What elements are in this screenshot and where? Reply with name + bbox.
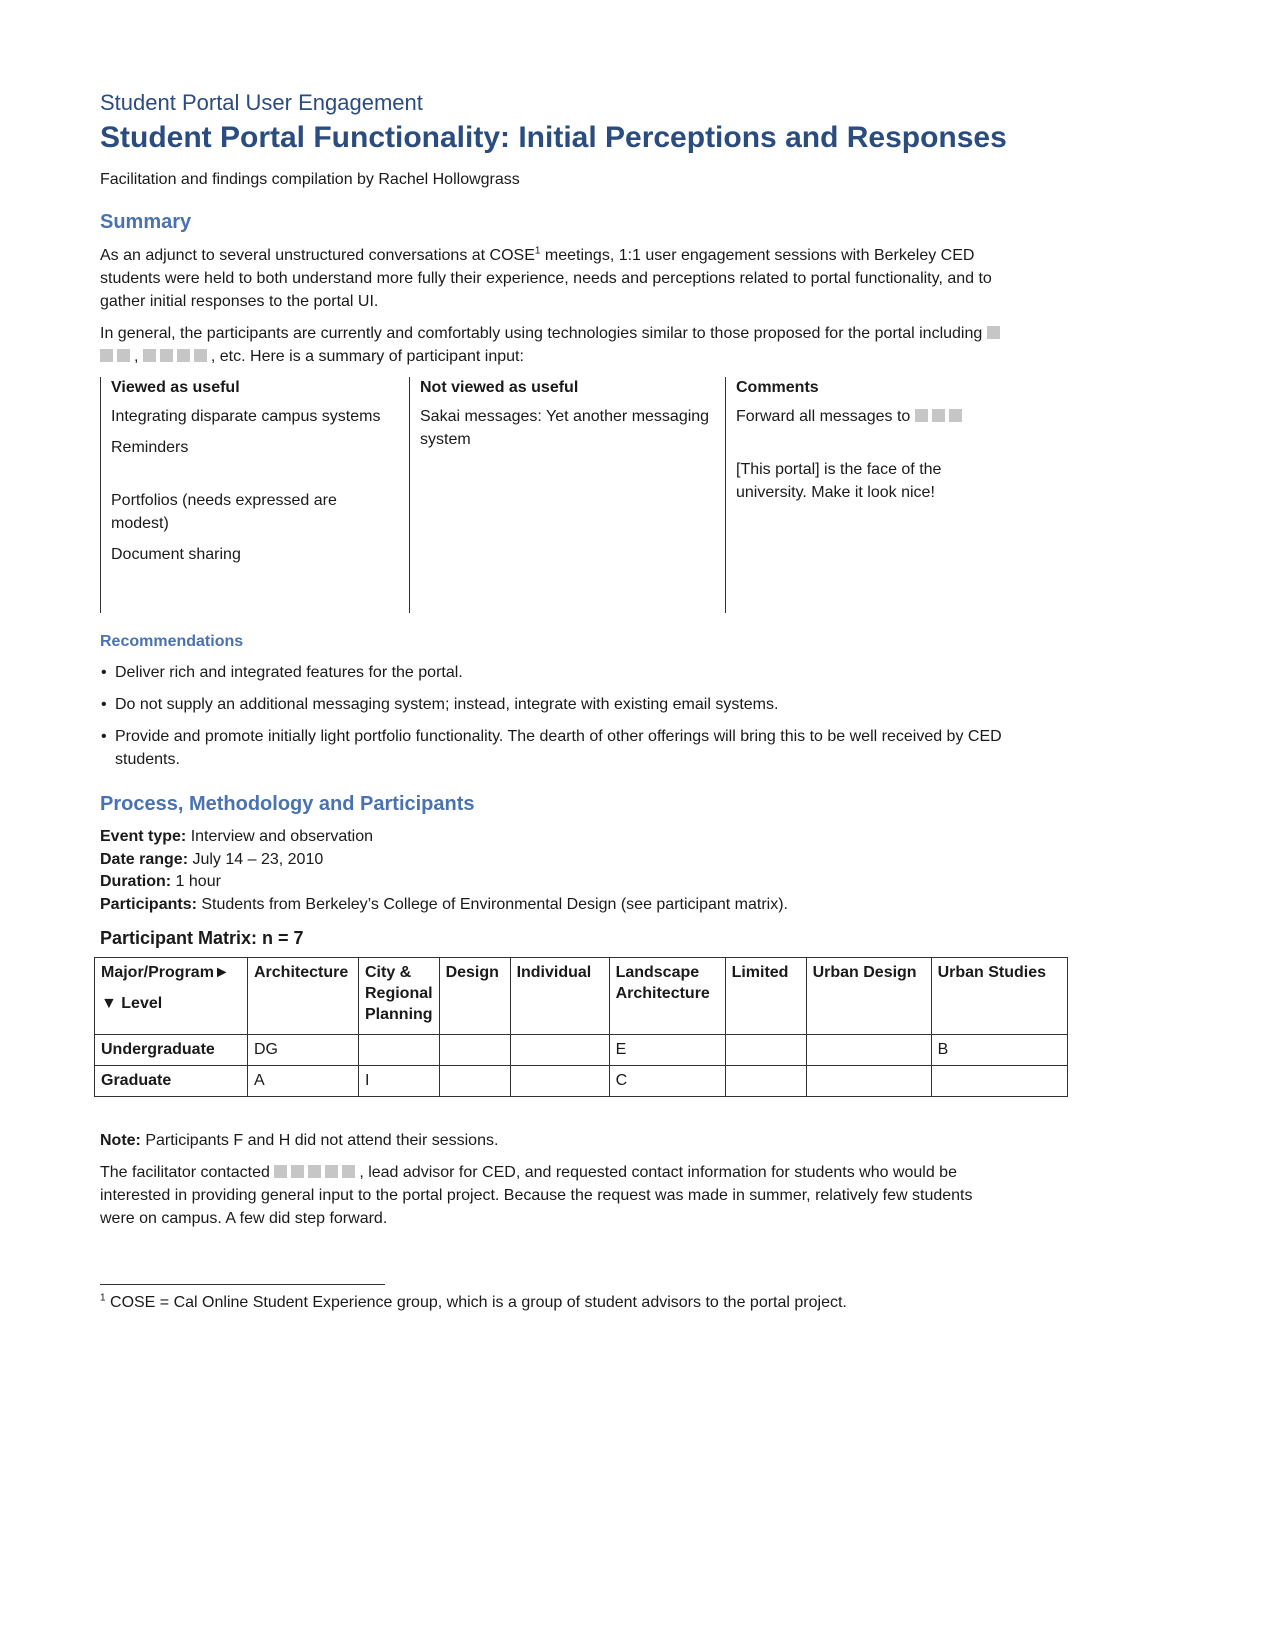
document-title: Student Portal Functionality: Initial Perceptions and Responses — [100, 121, 1007, 155]
recommendations-list — [100, 661, 1005, 771]
not-useful-item: Sakai messages: Yet another messaging system — [420, 408, 710, 449]
matrix-cell: B — [931, 1035, 1067, 1066]
participants-line — [100, 894, 1100, 917]
not-useful-column-header: Not viewed as useful — [420, 379, 579, 397]
matrix-cell: I — [359, 1066, 440, 1097]
recommendation-item: • Do not supply an additional messaging system; instead, integrate with existing email systems. — [100, 693, 1005, 716]
matrix-row-header: Graduate — [95, 1066, 248, 1097]
matrix-title: Participant Matrix: n = 7 — [100, 928, 304, 949]
useful-column — [100, 377, 409, 613]
matrix-cell: E — [609, 1035, 725, 1066]
comments-column — [725, 377, 980, 613]
matrix-row-undergraduate — [95, 1035, 1068, 1066]
contact-paragraph — [100, 1161, 1005, 1230]
matrix-column-header: Individual — [510, 958, 609, 1035]
level-label: ▼ Level — [101, 995, 163, 1013]
summary-p2-text-cont: , etc. Here is a summary of participant input: — [210, 348, 524, 366]
document-subtitle: Student Portal User Engagement — [100, 90, 423, 115]
redacted-block — [274, 1164, 359, 1181]
comment-text: Forward all messages to — [736, 408, 915, 426]
event-details — [100, 826, 1100, 916]
matrix-column-header: Urban Studies — [931, 958, 1067, 1035]
matrix-column-header: Urban Design — [806, 958, 931, 1035]
document-page — [100, 90, 1100, 1239]
matrix-cell — [806, 1066, 931, 1097]
useful-item: Document sharing — [111, 546, 241, 564]
duration-value: 1 hour — [171, 873, 221, 891]
recommendation-item: • Deliver rich and integrated features for the portal. — [100, 661, 1005, 684]
recommendations-heading: Recommendations — [100, 633, 244, 651]
comment-item — [736, 405, 970, 428]
matrix-row-graduate — [95, 1066, 1068, 1097]
matrix-corner-cell — [95, 958, 248, 1035]
matrix-cell: C — [609, 1066, 725, 1097]
byline: Facilitation and findings compilation by Rachel Hollowgrass — [100, 171, 520, 189]
note-label: Note: — [100, 1132, 141, 1150]
participant-matrix — [94, 957, 1068, 1097]
separator: , — [134, 348, 143, 366]
footnote — [100, 1294, 847, 1312]
event-type-label: Event type: — [100, 828, 187, 846]
event-type-line — [100, 826, 1100, 849]
useful-item: Reminders — [111, 439, 189, 457]
matrix-cell — [510, 1066, 609, 1097]
footnote-divider — [100, 1284, 385, 1285]
useful-item: Integrating disparate campus systems — [111, 408, 381, 426]
duration-label: Duration: — [100, 873, 172, 891]
redacted-block — [143, 348, 211, 365]
participants-value: Students from Berkeley’s College of Environmental Design (see participant matrix). — [196, 895, 788, 913]
footnote-marker: 1 — [100, 1292, 106, 1304]
comments-column-header: Comments — [736, 379, 819, 397]
matrix-cell — [806, 1035, 931, 1066]
matrix-column-header: Limited — [725, 958, 806, 1035]
recommendation-item: • Provide and promote initially light portfolio functionality. The dearth of other offerings will bring this to be well received by CED students. — [100, 725, 1005, 771]
matrix-row-header: Undergraduate — [95, 1035, 248, 1066]
useful-item: Portfolios (needs expressed are modest) — [111, 492, 337, 533]
comment-item: [This portal] is the face of the university. Make it look nice! — [736, 461, 942, 502]
summary-p2-text: In general, the participants are currently and comfortably using technologies similar to those proposed for the portal including — [100, 325, 987, 343]
note-text: Participants F and H did not attend their sessions. — [140, 1132, 499, 1150]
matrix-column-header: City & Regional Planning — [359, 958, 440, 1035]
major-program-label: Major/Program► — [101, 964, 230, 982]
matrix-cell — [725, 1035, 806, 1066]
date-range-value: July 14 – 23, 2010 — [188, 850, 324, 868]
duration-line — [100, 871, 1100, 894]
summary-p1-text: As an adjunct to several unstructured conversations at COSE — [100, 247, 535, 265]
matrix-cell — [931, 1066, 1067, 1097]
matrix-cell: A — [248, 1066, 359, 1097]
redacted-block — [915, 408, 966, 425]
summary-paragraph-2 — [100, 322, 1005, 368]
matrix-column-header: Architecture — [248, 958, 359, 1035]
footnote-text: COSE = Cal Online Student Experience group, which is a group of student advisors to the portal project. — [105, 1294, 847, 1311]
not-useful-column — [409, 377, 725, 613]
process-heading: Process, Methodology and Participants — [100, 793, 475, 816]
matrix-cell — [359, 1035, 440, 1066]
matrix-column-header: Landscape Architecture — [609, 958, 725, 1035]
matrix-cell — [439, 1066, 510, 1097]
summary-heading: Summary — [100, 211, 192, 234]
participants-label: Participants: — [100, 895, 197, 913]
date-range-line — [100, 849, 1100, 872]
attendance-note — [100, 1129, 1005, 1152]
matrix-header-row — [95, 958, 1068, 1035]
summary-p1-text-cont: meetings, 1:1 user engagement sessions with Berkeley CED students were held to both understand more fully their experience, needs and perceptions related to portal functionality, and to gather initial responses to the portal UI. — [100, 247, 992, 311]
participant-input-table — [100, 377, 980, 613]
matrix-cell — [510, 1035, 609, 1066]
event-type-value: Interview and observation — [186, 828, 374, 846]
matrix-column-header: Design — [439, 958, 510, 1035]
date-range-label: Date range: — [100, 850, 189, 868]
summary-paragraph-1 — [100, 244, 1005, 313]
matrix-cell: DG — [248, 1035, 359, 1066]
contact-text-cont: , lead advisor for CED, and requested contact information for students who would be interested in providing general input to the portal project. Because the request was made in summer, relatively few students were on campus. A few did step forward. — [100, 1164, 973, 1228]
footnote-ref[interactable]: 1 — [534, 246, 541, 258]
contact-text: The facilitator contacted — [100, 1164, 275, 1182]
useful-column-header: Viewed as useful — [111, 379, 240, 397]
matrix-cell — [439, 1035, 510, 1066]
matrix-cell — [725, 1066, 806, 1097]
